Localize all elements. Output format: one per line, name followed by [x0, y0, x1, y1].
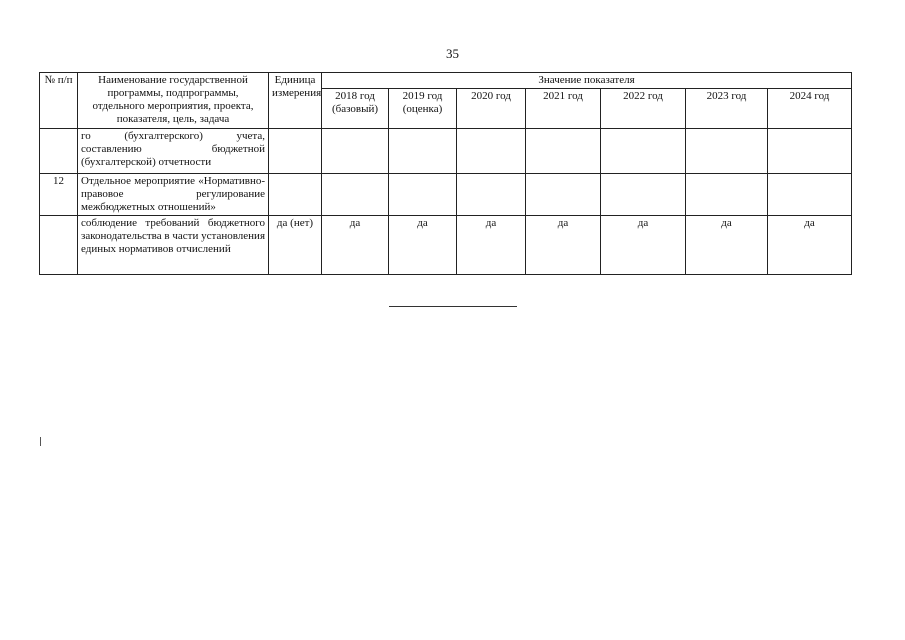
row-value: [768, 174, 852, 216]
header-year: 2019 год (оценка): [389, 89, 457, 129]
row-name: соблюдение требований бюджетного законодательства в части установления единых нормативов отчислений: [78, 216, 269, 275]
table-row: [40, 174, 852, 216]
row-value: [389, 174, 457, 216]
row-value: да: [389, 216, 457, 275]
row-value: да: [322, 216, 389, 275]
header-row-1: [40, 73, 852, 89]
row-value: да: [526, 216, 601, 275]
row-unit: [269, 174, 322, 216]
row-value: [457, 174, 526, 216]
header-value-group: Значение показателя: [322, 73, 852, 89]
row-value: да: [601, 216, 686, 275]
separator-line: [389, 306, 517, 307]
row-value: [389, 129, 457, 174]
row-value: да: [686, 216, 768, 275]
row-value: [686, 129, 768, 174]
header-name: Наименование государственной программы, подпрограммы, отдельного мероприятия, проекта, показателя, цель, задача: [78, 73, 269, 129]
row-value: [768, 129, 852, 174]
row-value: [322, 129, 389, 174]
row-value: [457, 129, 526, 174]
header-year: 2024 год: [768, 89, 852, 129]
row-value: [601, 174, 686, 216]
row-num: 12: [40, 174, 78, 216]
row-value: [686, 174, 768, 216]
header-unit: Единица измерения: [269, 73, 322, 129]
page-number: 35: [446, 46, 459, 61]
row-value: [526, 129, 601, 174]
row-value: [526, 174, 601, 216]
row-name: го (бухгалтерского) учета, составлению бюджетной (бухгалтерской) отчетности: [78, 129, 269, 174]
header-year: 2022 год: [601, 89, 686, 129]
row-num: [40, 129, 78, 174]
indicator-table: [39, 72, 852, 275]
row-value: [601, 129, 686, 174]
header-year: 2021 год: [526, 89, 601, 129]
row-value: [322, 174, 389, 216]
header-year: 2018 год (базовый): [322, 89, 389, 129]
table-row: [40, 129, 852, 174]
row-unit: [269, 129, 322, 174]
row-num: [40, 216, 78, 275]
margin-mark: [40, 437, 41, 446]
table-row: [40, 216, 852, 275]
row-value: да: [457, 216, 526, 275]
header-year: 2023 год: [686, 89, 768, 129]
row-name: Отдельное мероприятие «Нормативно-правовое регулирование межбюджетных отношений»: [78, 174, 269, 216]
header-num: № п/п: [40, 73, 78, 129]
row-value: да: [768, 216, 852, 275]
header-year: 2020 год: [457, 89, 526, 129]
row-unit: да (нет): [269, 216, 322, 275]
